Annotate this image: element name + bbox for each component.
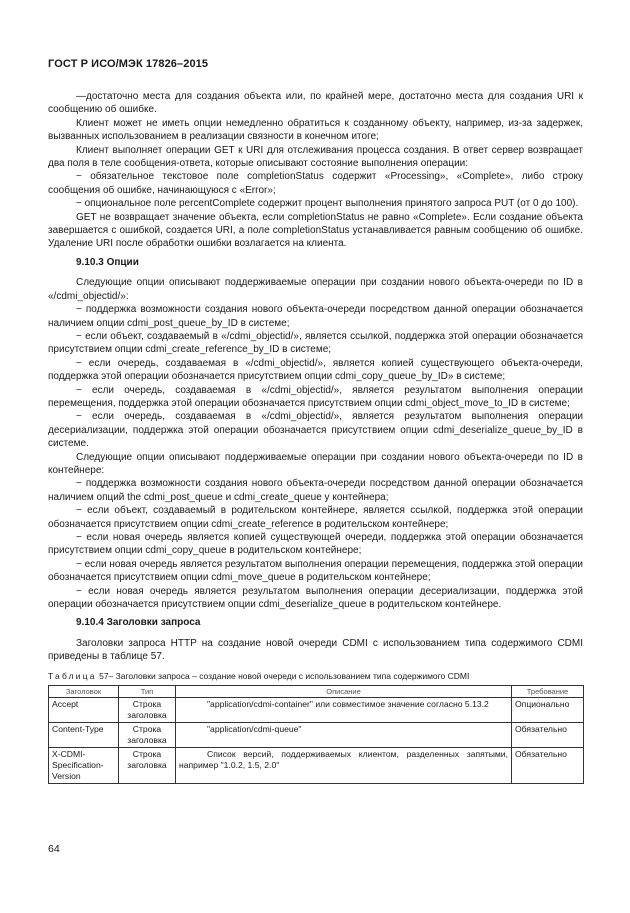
paragraph: Клиент выполняет операции GET к URI для отслеживания процесса создания. В ответ сервер возвращает два поля в теле сообщения-ответа, которые описывают состояние выполнения операции: [48,144,583,170]
list-item: − если новая очередь является копией существующей очереди, поддержка этой операции обозначается присутствием опции cdmi_copy_queue в родительском контейнере; [48,532,583,557]
paragraph: Клиент может не иметь опции немедленно обратиться к созданному объекту, например, из-за задержек, вызванных использованием в реализации связности в конечном итоге; [48,117,583,143]
cell-text: Список версий, поддерживаемых клиентом, разделенных запятыми, например "1.0.2, 1.5, 2.0" [179,749,508,771]
table-row [49,748,584,784]
list-item: − если новая очередь является результатом выполнения операции перемещения, поддержка этой операции обозначается присутствием опции cdmi_move_queue в родительском контейнере; [48,558,583,584]
table-cell: Обязательно [512,748,584,784]
table-cell: Content-Type [49,723,119,748]
table-caption-text: 57– Заголовки запроса – создание новой очереди с использованием типа содержимого CDMI [96,670,470,681]
list-item: − если очередь, создаваемая в «/cdmi_objectid/», является результатом выполнения операции перемещения, поддержка этой операции обозначается присутствием опции cdmi_object_move_to_ID в системе; [48,384,583,409]
cell-text: "application/cdmi-container" или совместимое значение согласно 5.13.2 [207,699,489,710]
table-row [49,698,584,723]
table-cell: X-CDMI-Specification-Version [49,748,119,784]
list-item: − обязательное текстовое поле completionStatus содержит «Processing», «Complete», либо строку сообщения об ошибке, начинающуюся с «Error»; [48,171,583,196]
table-cell [176,748,512,784]
paragraph: Следующие опции описывают поддерживаемые операции при создании нового объекта-очереди по ID в «/cdmi_objectid/»: [48,277,583,302]
list-item: − если объект, создаваемый в «/cdmi_objectid/», является ссылкой, поддержка этой операции обозначается присутствием опции cdmi_create_reference_by_ID в системе; [48,330,583,356]
list-item: − поддержка возможности создания нового объекта-очереди посредством данной операции обозначается наличием опций the cdmi_post_queue и cdmi_create_queue у контейнера; [48,478,583,503]
column-header: Заголовок [49,686,119,698]
section-heading: 9.10.3 Опции [76,256,139,268]
page-body [48,90,583,784]
request-headers-table [48,685,584,784]
table-cell [176,698,512,723]
list-item: − если очередь, создаваемая в «/cdmi_objectid/», является копией существующего объекта-очереди, поддержка этой операции обозначается присутствием опции cdmi_copy_queue_by_ID» в системе; [48,357,583,383]
paragraph: GET не возвращает значение объекта, если completionStatus не равно «Complete». Если создание объекта завершается с ошибкой, создается URI, а поле completionStatus устанавливается равным сообщению об ошибке. Удаление URI после обработки ошибки возлагается на клиента. [48,211,583,250]
section-heading: 9.10.4 Заголовки запроса [76,617,201,629]
table-cell: Обязательно [512,723,584,748]
paragraph: Следующие опции описывают поддерживаемые операции при создании нового объекта-очереди по ID в контейнере: [48,451,583,476]
cell-text: "application/cdmi-queue" [207,724,302,735]
page-header: ГОСТ Р ИСО/МЭК 17826–2015 [48,58,209,70]
list-item: − если очередь, создаваемая в «/cdmi_objectid/», является результатом выполнения операции десериализации, поддержка этой операции обозначается присутствием опции cdmi_deserialize_queue_by_ID в системе. [48,411,583,450]
table-cell [176,723,512,748]
page-number: 64 [48,843,60,855]
list-item: − опциональное поле percentComplete содержит процент выполнения принятого запроса PUT (от 0 до 100). [76,198,579,210]
table-cell: Опционально [512,698,584,723]
table-cell: Строка заголовка [119,698,176,723]
table-row [49,723,584,748]
table-cell: Accept [49,698,119,723]
column-header: Описание [176,686,512,698]
table-cell: Строка заголовка [119,723,176,748]
table-header-row [49,686,584,698]
list-item: − если новая очередь является результатом выполнения операции десериализации, поддержка этой операции обозначается присутствием опции cdmi_deserialize_queue в родительском контейнере. [48,585,583,611]
column-header: Требование [512,686,584,698]
table-cell: Строка заголовка [119,748,176,784]
table-caption-label: Таблица [48,670,97,681]
paragraph: Заголовки запроса HTTP на создание новой очереди CDMI с использованием типа содержимого CDMI приведены в таблице 57. [48,637,583,663]
list-item: − если объект, создаваемый в родительском контейнере, является ссылкой, поддержка этой операции обозначается присутствием опции cdmi_create_reference в родительском контейнере; [48,505,583,530]
column-header: Тип [119,686,176,698]
list-item: − поддержка возможности создания нового объекта-очереди посредством данной операции обозначается наличием опции cdmi_post_queue_by_ID в системе; [48,304,583,329]
table-caption [48,670,583,683]
paragraph: —достаточно места для создания объекта или, по крайней мере, достаточно места для создания URI к сообщению об ошибке. [48,91,583,116]
